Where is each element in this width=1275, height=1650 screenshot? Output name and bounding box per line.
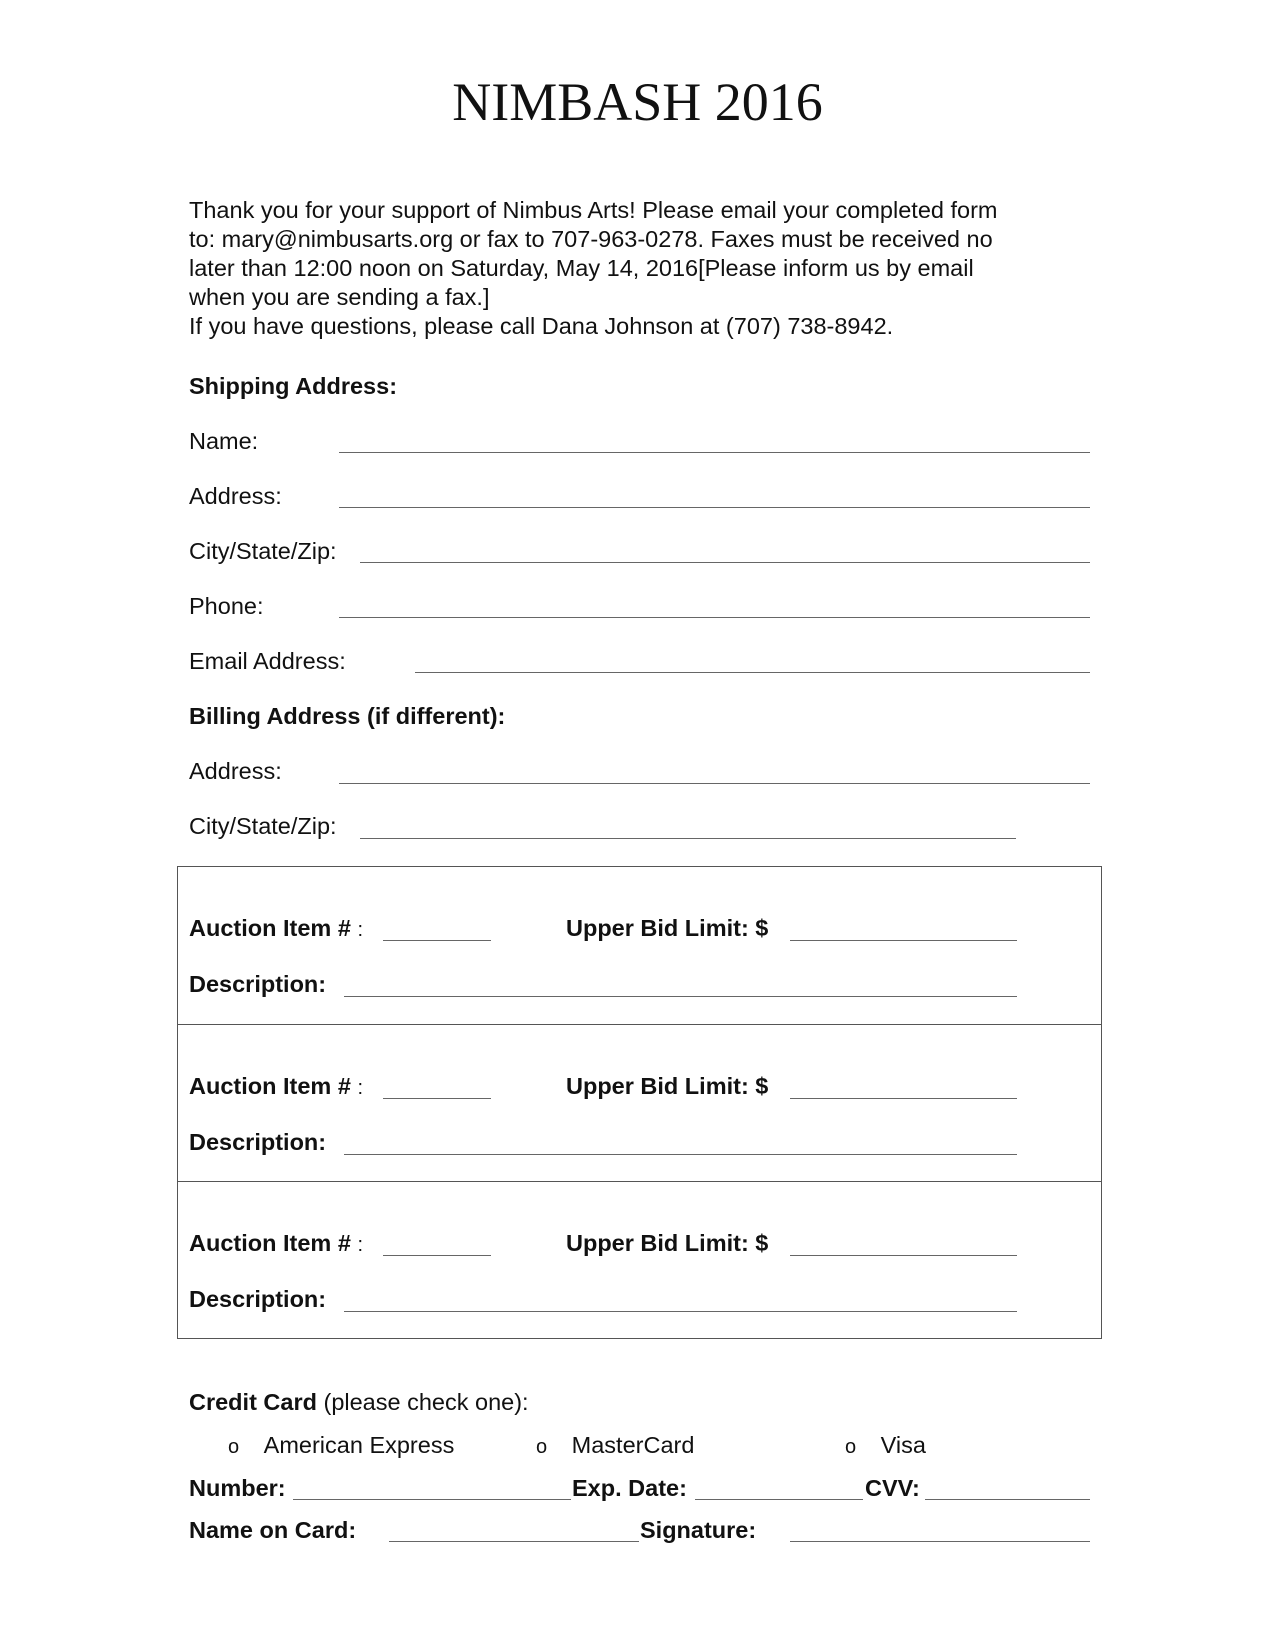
upper-bid-label: Upper Bid Limit: $	[566, 1230, 769, 1256]
shipping-city-label: City/State/Zip:	[189, 538, 337, 564]
intro-paragraph	[189, 196, 1089, 341]
shipping-city-field[interactable]	[360, 562, 1090, 563]
cvv-label: CVV:	[865, 1475, 920, 1501]
auction-item-label	[189, 1072, 363, 1102]
auction-item-label	[189, 914, 363, 944]
upper-bid-field[interactable]	[790, 940, 1017, 941]
signature-label: Signature:	[640, 1517, 757, 1543]
shipping-name-label: Name:	[189, 428, 259, 454]
name-on-card-field[interactable]	[389, 1541, 639, 1542]
auction-items-box	[177, 866, 1102, 1339]
card-number-field[interactable]	[293, 1499, 571, 1500]
radio-visa-label: Visa	[880, 1432, 926, 1458]
credit-card-heading-bold: Credit Card	[189, 1389, 317, 1415]
upper-bid-field[interactable]	[790, 1098, 1017, 1099]
description-field[interactable]	[344, 1311, 1017, 1312]
shipping-name-field[interactable]	[339, 452, 1090, 453]
billing-city-field[interactable]	[360, 838, 1016, 839]
description-field[interactable]	[344, 1154, 1017, 1155]
auction-item-number-field[interactable]	[383, 1098, 491, 1099]
credit-card-heading-rest: (please check one):	[316, 1389, 529, 1415]
auction-item-label-text: Auction Item #	[189, 1230, 351, 1256]
radio-circle-icon: o	[536, 1436, 548, 1458]
intro-line: If you have questions, please call Dana Johnson at (707) 738-8942.	[189, 313, 894, 339]
auction-item-colon: :	[357, 1234, 364, 1256]
auction-item-label-text: Auction Item #	[189, 1073, 351, 1099]
auction-item-colon: :	[357, 1077, 364, 1099]
shipping-address-label: Address:	[189, 483, 282, 509]
intro-line: later than 12:00 noon on Saturday, May 14, 2016[Please inform us by email	[189, 255, 974, 281]
auction-item-row	[178, 867, 1101, 1024]
radio-amex-label: American Express	[263, 1432, 455, 1458]
radio-mastercard-label: MasterCard	[571, 1432, 695, 1458]
description-label: Description:	[189, 1129, 327, 1155]
auction-item-label-text: Auction Item #	[189, 915, 351, 941]
shipping-heading: Shipping Address:	[189, 373, 398, 399]
radio-mastercard[interactable]	[536, 1431, 694, 1461]
billing-address-field[interactable]	[339, 783, 1090, 784]
shipping-phone-field[interactable]	[339, 617, 1090, 618]
auction-item-label	[189, 1229, 363, 1259]
description-field[interactable]	[344, 996, 1017, 997]
upper-bid-label: Upper Bid Limit: $	[566, 1073, 769, 1099]
auction-item-number-field[interactable]	[383, 940, 491, 941]
intro-line: Thank you for your support of Nimbus Arts! Please email your completed form	[189, 197, 998, 223]
billing-address-label: Address:	[189, 758, 282, 784]
name-on-card-label: Name on Card:	[189, 1517, 357, 1543]
intro-line: to: mary@nimbusarts.org or fax to 707-963-0278. Faxes must be received no	[189, 226, 993, 252]
radio-visa[interactable]	[845, 1431, 926, 1461]
shipping-phone-label: Phone:	[189, 593, 264, 619]
shipping-email-field[interactable]	[415, 672, 1090, 673]
credit-card-heading	[189, 1388, 529, 1416]
cvv-field[interactable]	[925, 1499, 1090, 1500]
page-title: NIMBASH 2016	[452, 72, 823, 132]
radio-circle-icon: o	[228, 1436, 240, 1458]
radio-circle-icon: o	[845, 1436, 857, 1458]
radio-amex[interactable]	[228, 1431, 454, 1461]
upper-bid-label: Upper Bid Limit: $	[566, 915, 769, 941]
description-label: Description:	[189, 971, 327, 997]
description-label: Description:	[189, 1286, 327, 1312]
exp-date-label: Exp. Date:	[572, 1475, 687, 1501]
shipping-email-label: Email Address:	[189, 648, 346, 674]
auction-item-number-field[interactable]	[383, 1255, 491, 1256]
exp-date-field[interactable]	[695, 1499, 863, 1500]
billing-heading: Billing Address (if different):	[189, 703, 506, 729]
upper-bid-field[interactable]	[790, 1255, 1017, 1256]
signature-field[interactable]	[790, 1541, 1090, 1542]
billing-city-label: City/State/Zip:	[189, 813, 337, 839]
auction-item-row	[178, 1024, 1101, 1182]
card-number-label: Number:	[189, 1475, 286, 1501]
auction-item-row	[178, 1181, 1101, 1339]
auction-item-colon: :	[357, 919, 364, 941]
shipping-address-field[interactable]	[339, 507, 1090, 508]
intro-line: when you are sending a fax.]	[189, 284, 490, 310]
